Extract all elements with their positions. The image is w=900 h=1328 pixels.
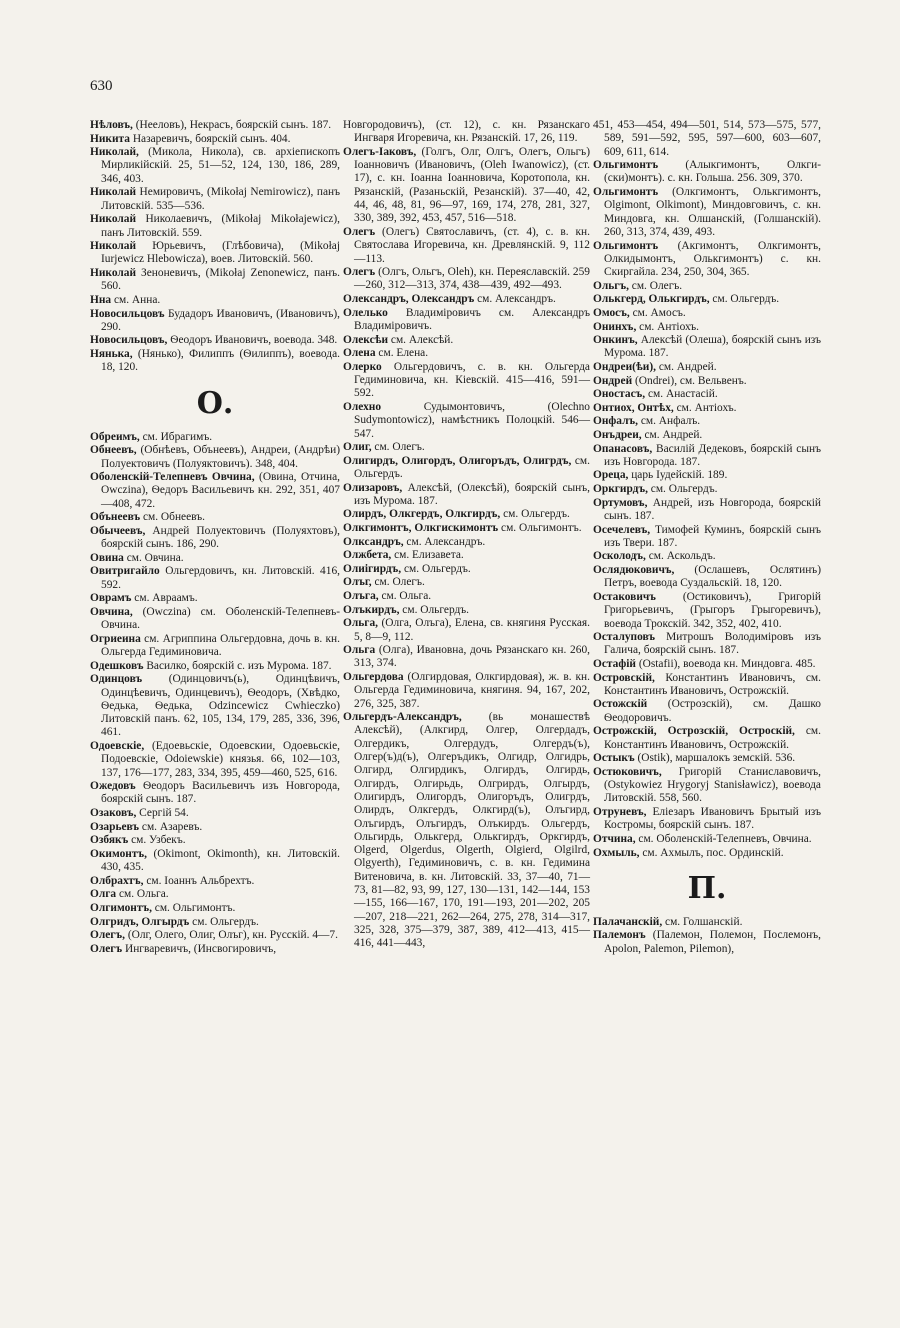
index-entry (593, 293, 821, 306)
index-entry (90, 888, 340, 901)
entry-text: Константинъ Ивановичъ, см. Константинъ Ивановичъ, Острожскій. (604, 671, 821, 697)
entry-text: (Олгъ, Ольгъ, Oleh), кн. Переяславскій. 259—260, 312—313, 374, 438—439, 492—493. (354, 266, 590, 292)
entry-text: Ольгердовичъ, с. в. кн. Ольгерда Гедиминовича, кн. Кіевскій. 415—416, 591—592. (354, 360, 590, 400)
entry-headword: Ольгердова (343, 671, 404, 683)
entry-text: см. Алексѣй. (388, 333, 454, 346)
index-entry (90, 848, 340, 875)
index-entry (593, 833, 821, 846)
index-entry (90, 807, 340, 820)
entry-text: (Нянько), Филиппъ (Ѳилиппъ), воевода. 18, 120. (101, 348, 340, 374)
index-entry (90, 348, 340, 375)
section-letter-heading: О. (196, 385, 234, 421)
index-entry (90, 821, 340, 834)
entry-text: Новгородовичъ), (ст. 12), с. кн. Рязанскаго Ингваря Игоревича, кн. Рязанскій. 17, 26, 119. (343, 119, 590, 145)
entry-headword: Остожскій (593, 698, 648, 711)
entry-text: см. Анастасій. (645, 388, 718, 401)
entry-text: см. Ольгердъ. (354, 454, 590, 480)
index-entry (593, 550, 821, 563)
entry-text: (Нееловъ), Некрасъ, боярскій сынъ. 187. (132, 119, 332, 131)
entry-text: Василко, боярскій с. изъ Мурома. 187. (143, 659, 332, 672)
index-entry (343, 226, 590, 266)
index-entry (343, 508, 590, 521)
section-letter-heading: П. (687, 870, 727, 906)
index-entry (343, 347, 590, 360)
index-entry (593, 307, 821, 320)
index-entry (593, 388, 821, 401)
entry-text: см. Олегъ. (628, 279, 683, 292)
index-entry (593, 847, 821, 860)
entry-text: см. Олегъ. (371, 576, 425, 589)
entry-text: (Акгимонтъ, Олкгимонтъ, Олкидымонтъ, Олькгимонтъ) с. кн. Скиргайла. 234, 250, 304, 365. (604, 239, 821, 279)
entry-headword: Осечелевъ, (593, 523, 651, 536)
entry-headword: Ольгимонтъ (593, 186, 659, 199)
index-entry (593, 469, 821, 482)
entry-headword: Отруневъ, (593, 806, 647, 819)
entry-headword: Остюковичъ, (593, 765, 662, 778)
index-entry (593, 631, 821, 658)
page-number: 630 (90, 78, 113, 94)
index-entry (90, 431, 340, 444)
entry-text: см. Ольгердъ. (189, 915, 259, 928)
index-entry (593, 658, 821, 671)
entry-text: (Ostik), маршалокъ земскій. 536. (634, 752, 796, 765)
index-entry (593, 929, 821, 956)
index-entry (593, 321, 821, 334)
index-entry (90, 444, 340, 471)
entry-headword: Охмыль, (593, 846, 640, 859)
entry-text: (Олг, Олего, Олиг, Олъг), кн. Русскій. 4—7. (124, 929, 338, 942)
entry-headword: Онинхъ, (593, 320, 637, 333)
entry-headword: Окимонтъ, (90, 847, 147, 860)
entry-text: (Овина, Отчина, Owczina), Ѳедоръ Васильевичъ кн. 292, 351, 407—408, 472. (101, 471, 340, 510)
entry-headword: Олегъ (90, 942, 123, 955)
entry-headword: Олкгимонтъ, Олкгискимонтъ (343, 522, 499, 535)
index-entry (343, 590, 590, 603)
entry-headword: Нна (90, 293, 112, 306)
entry-headword: Овитригайло (90, 565, 160, 578)
entry-headword: Одинцовъ (90, 673, 143, 686)
entry-headword: Осколодъ, (593, 550, 646, 563)
index-entry (90, 471, 340, 511)
column-2 (343, 119, 590, 951)
entry-headword: Олксандръ, (343, 535, 404, 548)
entry-headword: Оностасъ, (593, 388, 646, 401)
entry-text: Юрьевичъ, (Глѣбовича), (Mikołaj Iurjewicz Hlebowicza), воев. Литовскій. 560. (101, 240, 340, 266)
entry-text: (Остиковичъ), Григорій Григорьевичъ, (Грыгоръ Грыгоревичъ), воевода Трокскій. 342, 352, 402, 410. (604, 590, 821, 630)
entry-text: (Okimont, Okimonth), кн. Литовскій. 430, 435. (101, 847, 340, 874)
entry-text: Ингваревичъ, (Инсвогировичъ, (122, 942, 277, 955)
entry-text: см. Обнеевъ. (140, 511, 205, 524)
entry-headword: Олехно (343, 400, 382, 413)
entry-text: см. Голшанскій. (662, 915, 743, 928)
index-entry (343, 563, 590, 576)
index-entry (90, 673, 340, 739)
index-entry (343, 671, 590, 711)
entry-text: Ѳеодоръ Ивановичъ, воевода. 348. (167, 334, 338, 347)
index-entry (90, 552, 340, 565)
entry-text: см. Оболенскій-Телепневъ, Овчина. (635, 832, 812, 845)
entry-headword: Оболенскій-Телепневъ Овчина, (90, 471, 255, 484)
entry-text: (Микола, Никола), св. архіепископъ Мирликійскій. 25, 51—52, 124, 130, 186, 289, 346, 403. (101, 146, 340, 185)
index-entry (90, 875, 340, 888)
entry-headword: Опанасовъ, (593, 442, 653, 455)
entry-headword: Огриеина (90, 632, 141, 645)
index-entry (90, 929, 340, 942)
index-entry (90, 186, 340, 213)
index-entry (90, 834, 340, 847)
entry-headword: Олбрахтъ, (90, 874, 144, 887)
index-entry (593, 524, 821, 551)
entry-headword: Олиігирдъ, (343, 562, 402, 575)
entry-headword: Нѣловъ, (90, 119, 133, 131)
entry-headword: Олизаровъ, (343, 481, 403, 494)
index-entry (90, 146, 340, 186)
index-entry (593, 916, 821, 929)
entry-text: см. Андрей. (655, 361, 717, 374)
entry-text: см. Антіохъ. (673, 401, 737, 414)
entry-headword: Олегъ-Іаковъ, (343, 145, 417, 158)
index-entry (593, 443, 821, 470)
entry-text: см. Константинъ Ивановичъ, Острожскій. (604, 725, 821, 751)
entry-headword: Олексѣи (343, 333, 389, 346)
entry-text: (Олгирдовая, Олкгирдовая), ж. в. кн. Ольгерда Гедиминовича, княгиня. 94, 167, 202, 276, 325, 387. (354, 671, 590, 710)
entry-headword: Олександръ, Олександръ (343, 293, 475, 306)
index-entry (90, 916, 340, 929)
entry-text: (Ondrei), см. Вельвенъ. (632, 374, 747, 387)
index-entry (90, 511, 340, 524)
entry-text: Ольгердовичъ, кн. Литовскій. 416, 592. (101, 565, 340, 591)
entry-text: Алексѣй, (Олексѣй), боярскій сынъ, изъ Мурома. 187. (354, 481, 590, 507)
index-entry (343, 455, 590, 482)
entry-headword: Ольгъ, (593, 279, 629, 292)
index-entry (593, 280, 821, 293)
index-entry (343, 401, 590, 441)
index-entry (343, 536, 590, 549)
entry-headword: Николай, (90, 146, 139, 159)
entry-text: см. Ольгимонтъ. (498, 522, 582, 535)
index-entry (343, 549, 590, 562)
entry-text: Сергій 54. (136, 807, 189, 820)
entry-text: см. Ольга. (378, 590, 432, 603)
entry-text: см. Ибрагимъ. (139, 430, 213, 443)
entry-text: см. Агриппина Ольгердовна, дочь в. кн. Ольгерда Гедиминовича. (101, 632, 340, 659)
index-entry (90, 308, 340, 335)
index-entry (343, 576, 590, 589)
entry-text: Василій Дедековъ, боярскій сынъ изъ Новгорода. 187. (604, 442, 821, 468)
entry-headword: Олъг, (343, 576, 372, 589)
index-entry (593, 415, 821, 428)
index-entry (593, 429, 821, 442)
entry-headword: Обреимъ, (90, 430, 140, 443)
entry-headword: Отчина, (593, 832, 636, 845)
index-entry (90, 240, 340, 267)
index-entry (90, 660, 340, 673)
index-entry (343, 441, 590, 454)
entry-headword: Олга (90, 888, 117, 901)
entry-text: см. Елизавета. (391, 549, 464, 562)
entry-headword: Олькгерд, Олькгирдъ, (593, 293, 710, 306)
entry-text: Зеноневичъ, (Mikołaj Zenonewicz, панъ. 560. (101, 267, 340, 293)
entry-headword: Остафій (593, 658, 636, 670)
entry-text: см. Елена. (375, 347, 429, 360)
index-entry (90, 294, 340, 307)
entry-headword: Овчина, (90, 605, 133, 618)
entry-text: (Едоевьскіе, Одоевскии, Одоевьскіе, Подоевскіе, Odoiewskie) князья. 66, 102—103, 137, 176—177, 283, 334, 395, 459—460, 525, 616. (101, 740, 340, 779)
index-entry (90, 606, 340, 633)
index-entry (90, 334, 340, 347)
entry-headword: Овина (90, 551, 124, 564)
entry-headword: Озаковъ, (90, 807, 137, 820)
entry-headword: Остыкъ (593, 752, 635, 765)
entry-text: см. Александръ. (474, 293, 556, 306)
entry-text: Григорій Станиславовичъ, (Ostykowiez Hrygoryj Stanisławicz), воевода Литовскій. 558, 560. (604, 765, 821, 805)
entry-text: Немировичъ, (Mikołaj Nemirowicz), панъ Литовскій. 535—536. (101, 186, 340, 212)
index-entry (593, 334, 821, 361)
entry-text: (Ослашевъ, Ослятинъ) Петръ, воевода Суздальскій. 18, 120. (604, 564, 821, 590)
index-entry (90, 133, 340, 146)
index-entry (343, 146, 590, 226)
entry-headword: Онфалъ, (593, 415, 638, 428)
entry-headword: Олегъ (343, 225, 376, 238)
entry-text: Николаевичъ, (Mikołaj Mikołajewicz), панъ Литовскій. 559. (101, 213, 340, 239)
index-entry (343, 361, 590, 401)
index-entry (343, 119, 590, 146)
entry-text: см. Азаревъ. (139, 820, 203, 833)
entry-text: Ѳеодоръ Васильевичъ изъ Новгорода, боярскій сынъ. 187. (101, 780, 340, 806)
entry-headword: Ондрей (593, 374, 633, 387)
entry-headword: Омосъ, (593, 306, 630, 319)
index-entry (593, 240, 821, 280)
index-entry (343, 604, 590, 617)
index-entry (90, 943, 340, 956)
entry-headword: Палемонъ (593, 929, 646, 942)
entry-text: 451, 453—454, 494—501, 514, 573—575, 577, 589, 591—592, 595, 597—600, 603—607, 609, 611, 614. (593, 119, 821, 158)
index-entry (90, 213, 340, 240)
entry-text: см. Ольга. (116, 888, 169, 901)
entry-headword: Нянька, (90, 348, 133, 361)
index-entry (90, 525, 340, 552)
entry-text: (вь монашествѣ Алексѣй), (Алкгирд, Олгер, Олгердадъ, Олгердикъ, Олгердудъ, Олгердъ(ъ), Олгер(ъ)д(ъ), Олгеръдикъ, Олгидр, Олгидрь, Олгирд, Олгирдикъ, Олгирдъ, Олгирдь, Олгирдъ, Олгирьдь, Олгрирдъ, Олгырдъ, Олигирдъ, Олигордъ, Олигоръдъ, Олигрдъ, Олирдъ, Олкгердъ, Олкгирд(ъ), Олъгирд, Олъгирдъ, Олъгирдъ, Олъкирдъ. Ольгердъ, Ольгирдь, Олькгерд, Олькгирдъ, Оркгирдъ, Olgerd, Olgerdus, Olgerth, Olgierd, Olgilrd, Olgyerth), Гедиминовичъ, с. в. кн. Гедимина Витеновича, в. кн. Литовскій. 33, 37—40, 71—73, 81—82, 93, 99, 127, 130—131, 142—144, 153—155, 166—167, 170, 191—193, 201—202, 205—207, 218—221, 262—264, 275, 278, 314—317, 325, 328, 375—379, 387, 389, 412—413, 415—416, 441—443, (354, 711, 590, 950)
entry-text: см. Антіохъ. (636, 320, 699, 333)
entry-headword: Олгридъ, Олгырдъ (90, 915, 190, 928)
index-entry (593, 725, 821, 752)
entry-headword: Оврамъ (90, 592, 132, 605)
column-1 (90, 119, 340, 956)
entry-text: царь Іудейскій. 189. (628, 469, 728, 482)
index-entry (343, 644, 590, 671)
entry-headword: Одоевскіе, (90, 740, 145, 752)
entry-headword: Ослядюковичъ, (593, 564, 675, 577)
entry-headword: Олегъ (343, 266, 376, 279)
index-entry (593, 698, 821, 725)
entry-text: (Острозскій), см. Дашко Ѳеодоровичъ. (604, 698, 821, 724)
entry-text: см. Ахмылъ, пос. Ординскій. (639, 846, 784, 859)
entry-headword: Ореца, (593, 469, 629, 482)
entry-headword: Олелько (343, 306, 388, 319)
index-entry (593, 806, 821, 833)
index-entry (593, 186, 821, 239)
entry-text: Алексѣй (Олеша), боярскій сынъ изъ Мурома. 187. (604, 334, 821, 360)
entry-headword: Олжбета, (343, 549, 392, 562)
index-entry (593, 361, 821, 374)
entry-headword: Николай (90, 240, 137, 253)
entry-text: (Owczina) см. Оболенскій-Телепневъ-Овчина. (101, 605, 340, 632)
entry-headword: Обычеевъ, (90, 524, 146, 537)
index-entry (90, 740, 340, 780)
entry-headword: Новосильцовъ (90, 307, 165, 320)
index-entry (593, 752, 821, 765)
entry-text: см. Андрей. (641, 428, 703, 441)
index-entry (593, 402, 821, 415)
entry-headword: Ольгимонтъ (593, 239, 659, 252)
index-entry (343, 522, 590, 535)
entry-text: (Одинцовичъ(ь), Одинцѣвичъ, Одинцѣевичъ, Одинцевичъ), Ѳеодоръ, (Хвѣдко, Ѳедька, Ѳедька, Odzincewicz Cwhieczko) Литовскій панъ. 62, 105, 134, 179, 285, 336, 396, 461. (101, 673, 340, 739)
entry-text: см. Амосъ. (629, 306, 686, 319)
index-entry (90, 267, 340, 294)
entry-headword: Олъга, (343, 590, 379, 603)
entry-text: см. Ольгердъ. (709, 293, 780, 306)
entry-headword: Обнеевъ, (90, 444, 137, 457)
entry-text: Судымонтовичъ, (Olechno Sudymontowicz), намѣстникъ Полоцкій. 546—547. (354, 400, 590, 440)
entry-headword: Острожскій, Острозскій, Остроскій, (593, 725, 795, 738)
entry-headword: Олегъ, (90, 929, 125, 942)
entry-text: Будадоръ Ивановичъ, (Ивановичъ), 290. (101, 307, 340, 333)
index-entry (593, 483, 821, 496)
index-entry (90, 633, 340, 660)
entry-headword: Николай (90, 213, 137, 226)
index-entry (593, 591, 821, 631)
index-entry (593, 375, 821, 388)
entry-headword: Палачанскій, (593, 915, 663, 928)
entry-headword: Олъкирдъ, (343, 603, 400, 616)
entry-text: см. Узбекъ. (128, 834, 186, 847)
entry-text: Тимофей Куминъ, боярскій сынъ изъ Твери. 187. (604, 523, 821, 549)
entry-text: Андрей Полуектовичъ (Полуяхтовъ), боярскій сынъ. 186, 290. (101, 524, 340, 551)
entry-text: см. Ольгердъ. (500, 508, 570, 521)
entry-headword: Новосильцовъ, (90, 334, 168, 347)
entry-text: (Голгъ, Олг, Олгъ, Олегъ, Ольгъ) Іоанновичъ (Ивановичъ, (Oleh Iwanowicz), (ст. 17), с. кн. Іоанна Іоанновича, Коротопола, кн. Рязанскій, (Разаньскій, Резанскій). 37—40, 42, 44, 46, 48, 81, 96—97, 169, 174, 278, 281, 327, 330, 389, 392, 453, 457, 516—518. (354, 145, 590, 225)
index-entry (343, 307, 590, 334)
entry-text: Назаревичъ, боярскій сынъ. 404. (129, 132, 291, 145)
entry-text: см. Аскольдъ. (645, 550, 716, 563)
entry-text: Еліезаръ Ивановичъ Брытый изъ Костромы, боярскій сынъ. 187. (604, 806, 821, 832)
entry-headword: Онкинъ, (593, 334, 638, 347)
entry-headword: Олена (343, 347, 376, 360)
index-entry (90, 119, 340, 132)
entry-headword: Ольгимонтъ (593, 159, 659, 172)
index-entry (343, 711, 590, 950)
entry-headword: Ольгердъ-Александръ, (343, 711, 462, 724)
index-entry (593, 564, 821, 591)
entry-headword: Ольга, (343, 617, 378, 630)
column-3 (593, 119, 821, 956)
entry-headword: Ожедовъ (90, 780, 136, 793)
index-entry (343, 293, 590, 306)
index-entry (90, 902, 340, 915)
entry-text: см. Ольгердъ. (647, 483, 718, 496)
entry-text: (Алыкгимонтъ, Олкги-(ски)монтъ). с. кн. Гольша. 256. 309, 370. (604, 159, 821, 185)
entry-headword: Ортумовъ, (593, 496, 648, 509)
index-entry (593, 159, 821, 186)
index-entry (593, 672, 821, 699)
entry-headword: Островскій, (593, 671, 655, 684)
entry-headword: Озбякъ (90, 834, 129, 847)
index-entry (343, 334, 590, 347)
index-entry (90, 592, 340, 605)
entry-text: см. Авраамъ. (131, 592, 198, 605)
entry-text: см. Анфалъ. (637, 415, 701, 428)
entry-headword: Олирдъ, Олкгердъ, Олкгирдъ, (343, 508, 501, 521)
entry-text: см. Ольгердъ. (399, 603, 470, 616)
entry-headword: Озарьевъ (90, 820, 140, 833)
entry-headword: Обънеевъ (90, 511, 141, 524)
entry-text: см. Іоаннъ Альбрехтъ. (143, 874, 255, 887)
entry-text: см. Ольгердъ. (401, 562, 471, 575)
entry-text: см. Ольгимонтъ. (151, 901, 236, 914)
index-entry (90, 565, 340, 592)
entry-headword: Ондреи(ѣи), (593, 361, 656, 374)
entry-headword: Олгимонтъ, (90, 901, 152, 914)
entry-text: см. Анна. (111, 293, 161, 306)
entry-text: см. Александръ. (403, 535, 486, 548)
entry-headword: Остаковичъ (593, 590, 656, 603)
entry-headword: Никита (90, 132, 130, 145)
entry-text: Андрей, изъ Новгорода, боярскій сынъ. 187. (604, 496, 821, 522)
entry-text: Владиміровичъ см. Александръ Владиміровичъ. (354, 306, 590, 332)
entry-headword: Николай (90, 186, 137, 199)
entry-headword: Ольга (343, 644, 376, 657)
entry-text: (Палемон, Полемон, Послемонъ, Apolon, Palemon, Pilemon), (604, 929, 821, 955)
index-entry (343, 266, 590, 293)
entry-headword: Олерко (343, 360, 382, 373)
index-entry (593, 766, 821, 806)
entry-headword: Олигирдъ, Олигордъ, Олигоръдъ, Олигрдъ, (343, 454, 572, 467)
entry-headword: Онтиох, Онтѣх, (593, 401, 674, 414)
entry-text: (Ostafii), воевода кн. Миндовга. 485. (635, 658, 816, 670)
entry-text: Митрошъ Володиміровъ изъ Галича, боярскій сынъ. 187. (604, 631, 821, 657)
index-entry (343, 617, 590, 644)
index-entry (593, 119, 821, 159)
entry-headword: Оркгирдъ, (593, 483, 648, 496)
entry-headword: Николай (90, 267, 137, 280)
entry-text: см. Олегъ. (371, 441, 425, 454)
entry-headword: Онъдреи, (593, 428, 642, 441)
entry-text: (Олга), Ивановна, дочь Рязанскаго кн. 260, 313, 374. (354, 644, 590, 670)
entry-text: (Обнѣевъ, Обънеевъ), Андреи, (Андрѣи) Полуектовичъ (Полуяктовичъ). 348, 404. (101, 444, 340, 470)
index-entry (343, 482, 590, 509)
entry-text: (Олегъ) Святославичъ, (ст. 4), с. в. кн. Святослава Игоревича, кн. Древлянскій. 9, 112—113. (354, 225, 590, 265)
entry-headword: Олиг, (343, 441, 372, 454)
entry-headword: Осталуповъ (593, 631, 656, 644)
entry-text: (Олга, Олъга), Елена, св. княгиня Русская. 5, 8—9, 112. (354, 617, 590, 643)
entry-text: (Олкгимонтъ, Олькгимонтъ, Olgimont, Olkimont), Миндовговичъ, с. кн. Миндовга, кн. Олшанскій, (Голшанскій). 260, 313, 374, 439, 493. (604, 186, 821, 238)
index-entry (593, 497, 821, 524)
entry-headword: Одешковъ (90, 659, 144, 672)
entry-text: см. Овчина. (123, 551, 184, 564)
index-entry (90, 780, 340, 807)
